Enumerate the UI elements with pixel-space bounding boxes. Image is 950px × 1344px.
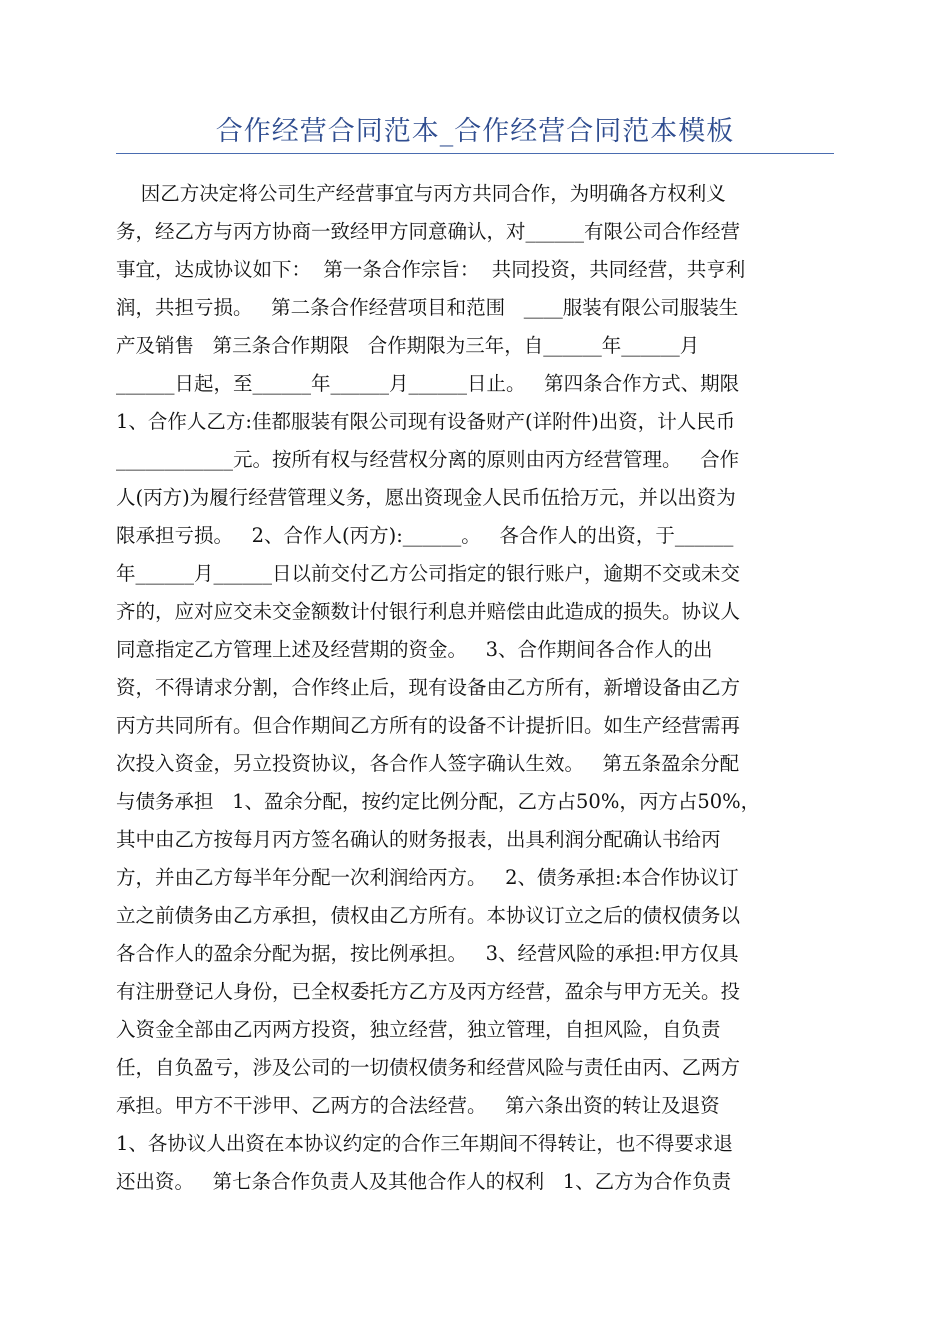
body-text-line: 任，自负盈亏，涉及公司的一切债权债务和经营风险与责任由丙、乙两方: [116, 1056, 741, 1079]
body-text-line: 人(丙方)为履行经营管理义务，愿出资现金人民币伍拾万元，并以出资为: [116, 486, 736, 509]
body-text-line: 立之前债务由乙方承担，债权由乙方所有。本协议订立之后的债权债务以: [116, 904, 741, 927]
body-text-line: 1、合作人乙方:佳都服装有限公司现有设备财产(详附件)出资，计人民币: [116, 410, 736, 433]
body-text-line: 资，不得请求分割，合作终止后，现有设备由乙方所有，新增设备由乙方: [116, 676, 741, 699]
body-text-line: 年______月______日以前交付乙方公司指定的银行账户，逾期不交或未交: [116, 562, 741, 585]
body-text-line: 1、各协议人出资在本协议约定的合作三年期间不得转让，也不得要求退: [116, 1132, 733, 1155]
body-text-line: 其中由乙方按每月丙方签名确认的财务报表，出具利润分配确认书给丙: [116, 828, 721, 851]
body-text-line: 有注册登记人身份，已全权委托方乙方及丙方经营，盈余与甲方无关。投: [116, 980, 741, 1003]
body-text-line: 次投入资金，另立投资协议，各合作人签字确认生效。 第五条盈余分配: [116, 752, 740, 775]
body-text-line: 产及销售 第三条合作期限 合作期限为三年，自______年______月: [116, 334, 700, 357]
body-text-line: 各合作人的盈余分配为据，按比例承担。 3、经营风险的承担:甲方仅具: [116, 942, 739, 965]
body-text-line: ____________元。按所有权与经营权分离的原则由丙方经营管理。 合作: [116, 448, 740, 471]
body-text-line: 丙方共同所有。但合作期间乙方所有的设备不计提折旧。如生产经营需再: [116, 714, 741, 737]
body-text-line: 事宜，达成协议如下： 第一条合作宗旨： 共同投资，共同经营，共亨利: [116, 258, 746, 281]
body-text-line: 因乙方决定将公司生产经营事宜与丙方共同合作，为明确各方权利义: [116, 182, 726, 205]
document-body: [116, 175, 834, 1201]
body-text-line: ______日起，至______年______月______日止。 第四条合作方式、期限: [116, 372, 740, 395]
body-text-line: 限承担亏损。 2、合作人(丙方):______。 各合作人的出资，于______: [116, 524, 734, 547]
body-text-line: 同意指定乙方管理上述及经营期的资金。 3、合作期间各合作人的出: [116, 638, 713, 661]
body-text-line: 方，并由乙方每半年分配一次利润给丙方。 2、债务承担:本合作协议订: [116, 866, 739, 889]
body-text-line: 与债务承担 1、盈余分配，按约定比例分配，乙方占50%，丙方占50%，: [116, 790, 761, 813]
body-text-line: 务，经乙方与丙方协商一致经甲方同意确认，对______有限公司合作经营: [116, 220, 741, 243]
body-text-line: 承担。甲方不干涉甲、乙两方的合法经营。 第六条出资的转让及退资: [116, 1094, 720, 1117]
body-text-line: 齐的，应对应交未交金额数计付银行利息并赔偿由此造成的损失。协议人: [116, 600, 741, 623]
body-text-line: 还出资。 第七条合作负责人及其他合作人的权利 1、乙方为合作负责: [116, 1170, 732, 1193]
body-text-line: 入资金全部由乙丙两方投资，独立经营，独立管理，自担风险，自负责: [116, 1018, 721, 1041]
title-underline: [116, 153, 834, 154]
body-text-line: 润，共担亏损。 第二条合作经营项目和范围 ____服装有限公司服装生: [116, 296, 739, 319]
document-title: 合作经营合同范本_合作经营合同范本模板: [215, 116, 735, 147]
